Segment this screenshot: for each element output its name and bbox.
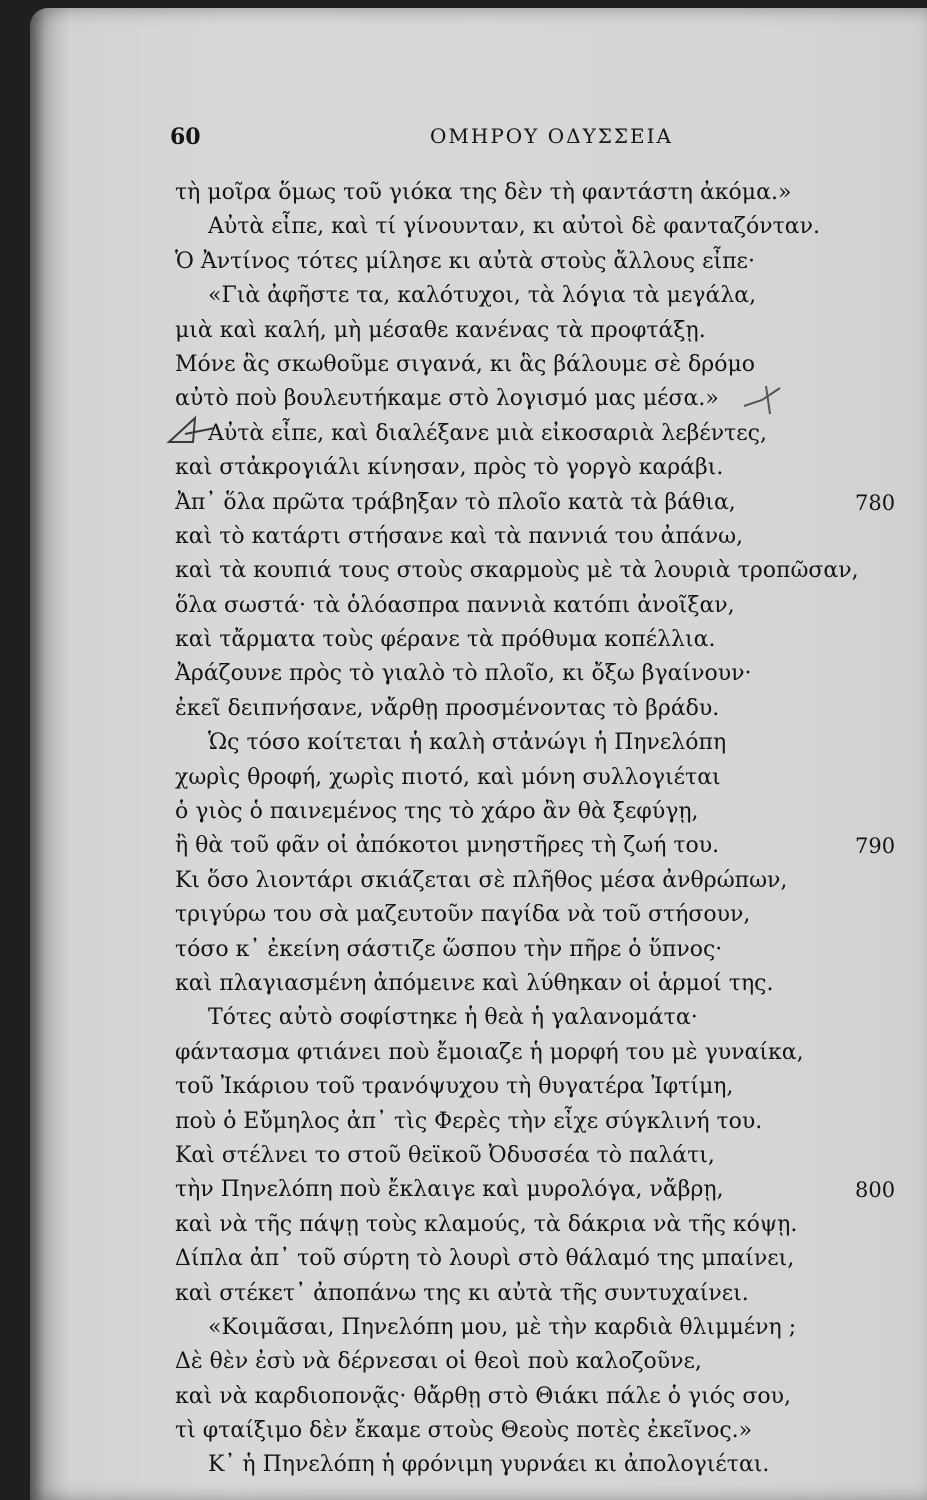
- verse-line: [30, 623, 927, 657]
- verse-line: [30, 726, 927, 760]
- verse-text: ποὺ ὁ Εὔμηλος ἀπ᾽ τὶς Φερὲς τὴν εἶχε σύγκλινή του.: [175, 1108, 763, 1134]
- verse-text: καὶ στἀκρογιάλι κίνησαν, πρὸς τὸ γοργὸ καράβι.: [175, 455, 724, 481]
- verse-line: [30, 451, 927, 485]
- verse-text: χωρὶς θροφή, χωρὶς πιοτό, καὶ μόνη συλλογιέται: [175, 764, 721, 790]
- verse-line: [30, 898, 927, 932]
- book-page: [30, 8, 927, 1500]
- verse-line: [30, 1105, 927, 1139]
- verse-text: μιὰ καὶ καλή, μὴ μέσαθε κανένας τὰ προφτάξῃ.: [175, 317, 706, 343]
- verse-line: [30, 692, 927, 726]
- verse-line: [30, 279, 927, 313]
- verse-text: Δὲ θὲν ἐσὺ νὰ δέρνεσαι οἱ θεοὶ ποὺ καλοζοῦνε,: [175, 1349, 702, 1375]
- pencil-annotation-mark: [740, 380, 784, 416]
- verse-text: Μόνε ἃς σκωθοῦμε σιγανά, κι ἃς βάλουμε σὲ δρόμο: [175, 351, 755, 377]
- verse-line: [30, 520, 927, 554]
- verse-line: [30, 1001, 927, 1035]
- page-number: 60: [170, 124, 201, 150]
- verse-number: 800: [855, 1178, 896, 1203]
- verse-line: [30, 795, 927, 829]
- verse-text: φάντασμα φτιάνει ποὺ ἔμοιαζε ἡ μορφή του μὲ γυναίκα,: [175, 1039, 804, 1065]
- page-header: [30, 118, 927, 158]
- verse-line: [30, 554, 927, 588]
- verse-text: τὴ μοῖρα ὅμως τοῦ γιόκα της δὲν τὴ φαντάστη ἀκόμα.»: [175, 180, 792, 205]
- verse-text: Κι ὅσο λιοντάρι σκιάζεται σὲ πλῆθος μέσα ἀνθρώπων,: [175, 867, 788, 893]
- verse-line: [30, 1414, 927, 1448]
- verse-line: [30, 176, 927, 210]
- verse-text: τὶ φταίξιμο δὲν ἔκαμε στοὺς Θεοὺς ποτὲς ἐκεῖνος.»: [175, 1418, 753, 1444]
- verse-text: καὶ νὰ καρδιοπονᾷς· θἄρθῃ στὸ Θιάκι πάλε ὁ γιός σου,: [175, 1383, 791, 1409]
- verse-text: ἢ θὰ τοῦ φᾶν οἱ ἀπόκοτοι μνηστῆρες τὴ ζωή του.: [175, 833, 720, 859]
- verse-text: ἐκεῖ δειπνήσανε, νἄρθῃ προσμένοντας τὸ βράδυ.: [175, 695, 720, 721]
- verse-text: τὴν Πηνελόπη ποὺ ἔκλαιγε καὶ μυρολόγα, νἄβρῃ,: [175, 1177, 724, 1203]
- verse-line: [30, 348, 927, 382]
- verse-line: [30, 1345, 927, 1379]
- verse-line: [30, 1242, 927, 1276]
- verse-number: 790: [855, 834, 896, 859]
- verse-block: [30, 176, 927, 1483]
- verse-text: τοῦ Ἰκάριου τοῦ τρανόψυχου τὴ θυγατέρα Ἰφτίμη,: [175, 1074, 734, 1100]
- verse-line: [30, 1173, 927, 1207]
- verse-line: [30, 1070, 927, 1104]
- verse-text: καὶ στέκετ᾽ ἀποπάνω της κι αὐτὰ τῆς συντυχαίνει.: [175, 1280, 749, 1306]
- verse-line: [30, 1036, 927, 1070]
- verse-line: [30, 864, 927, 898]
- verse-text: καὶ τἄρματα τοὺς φέρανε τὰ πρόθυμα κοπέλλια.: [175, 627, 716, 653]
- verse-text: Ὡς τόσο κοίτεται ἡ καλὴ στἀνώγι ἡ Πηνελόπη: [208, 730, 727, 756]
- verse-line: [30, 1380, 927, 1414]
- verse-line: [30, 933, 927, 967]
- verse-text: Κ᾽ ἡ Πηνελόπη ἡ φρόνιμη γυρνάει κι ἀπολογιέται.: [208, 1452, 770, 1478]
- verse-text: καὶ πλαγιασμένη ἀπόμεινε καὶ λύθηκαν οἱ ἁρμοί της.: [175, 970, 774, 996]
- verse-text: καὶ τὸ κατάρτι στήσανε καὶ τὰ παννιά του ἀπάνω,: [175, 523, 744, 549]
- verse-text: Καὶ στέλνει το στοῦ θεϊκοῦ Ὀδυσσέα τὸ παλάτι,: [175, 1142, 715, 1168]
- running-title: ΟΜΗΡΟΥ ΟΔΥΣΣΕΙΑ: [430, 124, 673, 148]
- verse-text: καὶ τὰ κουπιά τους στοὺς σκαρμοὺς μὲ τὰ λουριὰ τροπῶσαν,: [175, 558, 859, 584]
- verse-line: [30, 1139, 927, 1173]
- verse-line: [30, 1208, 927, 1242]
- verse-text: ὅλα σωστά· τὰ ὁλόασπρα παννιὰ κατόπι ἀνοῖξαν,: [175, 592, 735, 618]
- verse-line: [30, 967, 927, 1001]
- verse-line: [30, 314, 927, 348]
- verse-text: αὐτὸ ποὺ βουλευτήκαμε στὸ λογισμό μας μέσα.»: [175, 386, 719, 412]
- verse-line: [30, 657, 927, 691]
- verse-line: [30, 1311, 927, 1345]
- verse-number: 780: [855, 490, 896, 515]
- verse-text: ὁ γιὸς ὁ παινεμένος της τὸ χάρο ἂν θὰ ξεφύγῃ,: [175, 799, 699, 825]
- verse-line: [30, 761, 927, 795]
- verse-text: Ὁ Ἀντίνος τότες μίλησε κι αὐτὰ στοὺς ἄλλους εἶπε·: [175, 248, 755, 274]
- verse-line: [30, 589, 927, 623]
- verse-line: [30, 210, 927, 244]
- verse-text: τριγύρω του σὰ μαζευτοῦν παγίδα νὰ τοῦ στήσουν,: [175, 902, 751, 928]
- verse-text: «Γιὰ ἀφῆστε τα, καλότυχοι, τὰ λόγια τὰ μεγάλα,: [208, 283, 757, 309]
- verse-line: [30, 486, 927, 520]
- verse-text: Αὐτὰ εἶπε, καὶ διαλέξανε μιὰ εἰκοσαριὰ λεβέντες,: [208, 420, 767, 446]
- verse-text: Ἀράζουνε πρὸς τὸ γιαλὸ τὸ πλοῖο, κι ὄξω βγαίνουν·: [175, 661, 752, 687]
- verse-text: τόσο κ᾽ ἐκείνη σάστιζε ὥσπου τὴν πῆρε ὁ ὕπνος·: [175, 936, 723, 962]
- verse-line: [30, 245, 927, 279]
- verse-line: [30, 829, 927, 863]
- verse-text: «Κοιμᾶσαι, Πηνελόπη μου, μὲ τὴν καρδιὰ θλιμμένη ;: [208, 1314, 797, 1340]
- verse-text: Αὐτὰ εἶπε, καὶ τί γίνουνταν, κι αὐτοὶ δὲ φανταζόνταν.: [208, 214, 820, 240]
- verse-text: καὶ νὰ τῆς πάψῃ τοὺς κλαμούς, τὰ δάκρια νὰ τῆς κόψῃ.: [175, 1211, 798, 1237]
- pencil-annotation-mark: [165, 412, 220, 448]
- verse-text: Ἀπ᾽ ὅλα πρῶτα τράβηξαν τὸ πλοῖο κατὰ τὰ βάθια,: [175, 489, 736, 515]
- verse-text: Τότες αὐτὸ σοφίστηκε ἡ θεὰ ἡ γαλανομάτα·: [208, 1005, 698, 1031]
- verse-text: Δίπλα ἀπ᾽ τοῦ σύρτη τὸ λουρὶ στὸ θάλαμό της μπαίνει,: [175, 1246, 795, 1272]
- verse-line: [30, 1448, 927, 1482]
- verse-line: [30, 1277, 927, 1311]
